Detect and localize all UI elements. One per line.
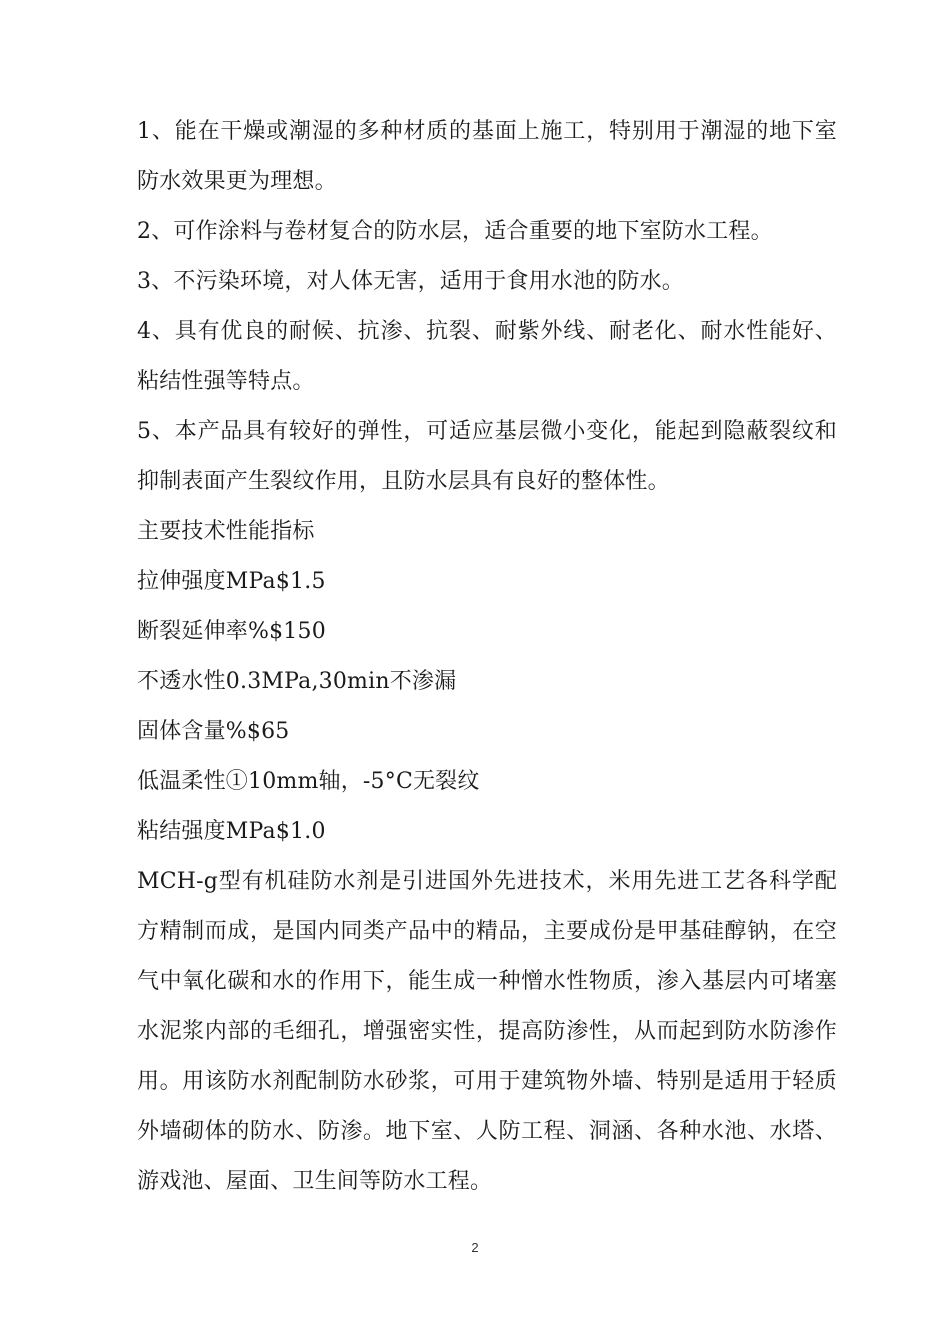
paragraph-feature-3: 3、不污染环境，对人体无害，适用于食用水池的防水。 <box>137 269 684 294</box>
spec-elongation: 断裂延伸率%$150 <box>137 619 326 644</box>
paragraph-feature-5: 5、本产品具有较好的弹性，可适应基层微小变化，能起到隐蔽裂纹和抑制表面产生裂纹作用，且防水层具有良好的整体性。 <box>137 419 837 494</box>
document-body <box>137 107 837 1207</box>
spec-tensile-strength: 拉伸强度MPa$1.5 <box>137 569 326 594</box>
paragraph-feature-1: 1、能在干燥或潮湿的多种材质的基面上施工，特别用于潮湿的地下室防水效果更为理想。 <box>137 119 837 194</box>
page-number: 2 <box>471 1240 479 1255</box>
paragraph-feature-2: 2、可作涂料与卷材复合的防水层，适合重要的地下室防水工程。 <box>137 219 773 244</box>
paragraph-mch-g-description: MCH-g型有机硅防水剂是引进国外先进技术，米用先进工艺各科学配方精制而成，是国内同类产品中的精品，主要成份是甲基硅醇钠，在空气中氧化碳和水的作用下，能生成一种憎水性物质，渗入基层内可堵塞水泥浆内部的毛细孔，增强密实性，提高防渗性，从而起到防水防渗作用。用该防水剂配制防水砂浆，可用于建筑物外墙、特别是适用于轻质外墙砌体的防水、防渗。地下室、人防工程、洞涵、各种水池、水塔、游戏池、屋面、卫生间等防水工程。 <box>137 869 837 1194</box>
spec-solid-content: 固体含量%$65 <box>137 719 290 744</box>
paragraph-feature-4: 4、具有优良的耐候、抗渗、抗裂、耐紫外线、耐老化、耐水性能好、粘结性强等特点。 <box>137 319 837 394</box>
spec-bond-strength: 粘结强度MPa$1.0 <box>137 819 326 844</box>
section-heading-specs: 主要技术性能指标 <box>137 519 315 544</box>
spec-impermeability: 不透水性0.3MPa,30min不渗漏 <box>137 669 457 694</box>
spec-low-temp-flexibility: 低温柔性①10mm轴，-5°C无裂纹 <box>137 769 480 794</box>
